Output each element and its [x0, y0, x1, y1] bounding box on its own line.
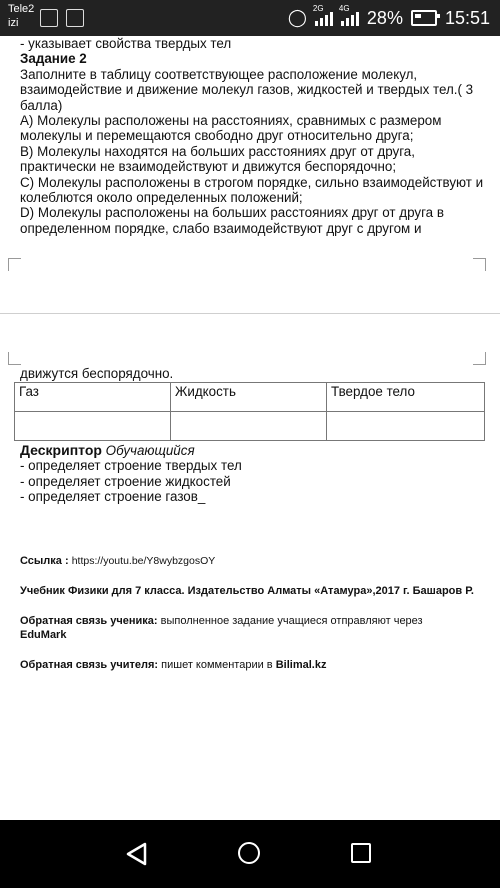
status-bar — [0, 0, 500, 36]
link-line — [20, 554, 480, 568]
home-icon[interactable] — [238, 842, 260, 864]
video-link[interactable]: https://youtu.be/Y8wybzgosOY — [71, 555, 216, 567]
page-2-text — [14, 366, 486, 505]
signal-2g-icon — [312, 4, 333, 26]
descriptor-item: - определяет строение газов_ — [20, 489, 206, 505]
teacher-feedback-platform: Bilimal.kz — [275, 659, 327, 671]
recent-apps-icon[interactable] — [351, 843, 371, 863]
page-corner-mark — [473, 352, 486, 365]
references-block — [20, 554, 480, 672]
teacher-feedback-label: Обратная связь учителя: — [20, 659, 159, 671]
descriptor-item: - определяет строение твердых тел — [20, 458, 242, 474]
option-c: C) Молекулы расположены в строгом порядке, сильно взаимодействуют и колеблются около определенных положений; — [20, 174, 484, 206]
student-feedback — [20, 614, 480, 642]
table-cell-liquid — [171, 412, 327, 441]
headphones-icon: ◯ — [287, 8, 307, 27]
screenshot-notification-icon — [40, 9, 58, 27]
page-corner-mark — [473, 258, 486, 271]
table-row — [15, 412, 485, 441]
network-4g-label: 4G — [338, 4, 350, 13]
descriptor-block — [20, 443, 486, 505]
link-label: Ссылка : — [20, 555, 72, 567]
carrier-line1: Tele2 — [8, 3, 35, 15]
task-instruction: Заполните в таблицу соответствующее расположение молекул, взаимодействие и движение молекул газов, жидкостей и твердых тел.( 3 балла) — [20, 66, 474, 113]
descriptor-item: - определяет строение жидкостей — [20, 473, 231, 489]
battery-percent: 28% — [366, 7, 403, 28]
descriptor-label: Дескриптор — [20, 442, 102, 458]
signal-4g-icon — [338, 4, 359, 26]
molecule-table — [14, 382, 485, 441]
text-line-top: - указывает свойства твердых тел — [20, 36, 232, 51]
clock: 15:51 — [444, 7, 490, 28]
table-header-row — [15, 383, 485, 412]
network-2g-label: 2G — [312, 4, 324, 13]
page-corner-mark — [8, 352, 21, 365]
descriptor-subject: Обучающийся — [105, 443, 195, 458]
table-header-gas: Газ — [15, 383, 171, 412]
back-icon[interactable] — [125, 842, 149, 866]
table-cell-gas — [15, 412, 171, 441]
option-b: B) Молекулы находятся на больших расстояниях друг от друга, практически не взаимодействуют и движутся беспорядочно; — [20, 143, 415, 175]
table-header-solid: Твердое тело — [327, 383, 485, 412]
page-corner-mark — [8, 258, 21, 271]
continuation-text: движутся беспорядочно. — [20, 366, 174, 381]
textbook-reference: Учебник Физики для 7 класса. Издательство Алматы «Атамура»,2017 г. Башаров Р. — [20, 585, 474, 597]
gallery-notification-icon — [66, 9, 84, 27]
battery-charging-icon — [411, 10, 437, 26]
page-break-divider — [0, 313, 500, 314]
student-feedback-label: Обратная связь ученика: — [20, 615, 158, 627]
student-feedback-platform: EduMark — [20, 629, 67, 641]
task-title: Задание 2 — [20, 51, 87, 67]
navigation-bar — [0, 820, 500, 888]
carrier-name — [8, 2, 34, 30]
teacher-feedback-text: пишет комментарии в — [158, 659, 276, 671]
option-d: D) Молекулы расположены на больших расстояниях друг от друга в определенном порядке, слабо взаимодействуют друг с другом и — [20, 205, 444, 236]
table-header-liquid: Жидкость — [171, 383, 327, 412]
page-1-text — [20, 36, 485, 236]
carrier-line2: izi — [8, 17, 19, 29]
table-cell-solid — [327, 412, 485, 441]
student-feedback-text: выполненное задание учащиеся отправляют через — [157, 615, 423, 627]
teacher-feedback — [20, 658, 480, 672]
document-viewer[interactable] — [0, 36, 500, 820]
option-a: A) Молекулы расположены на расстояниях, сравнимых с размером молекулы и перемещаются свободно друг относительно друга; — [20, 113, 442, 144]
